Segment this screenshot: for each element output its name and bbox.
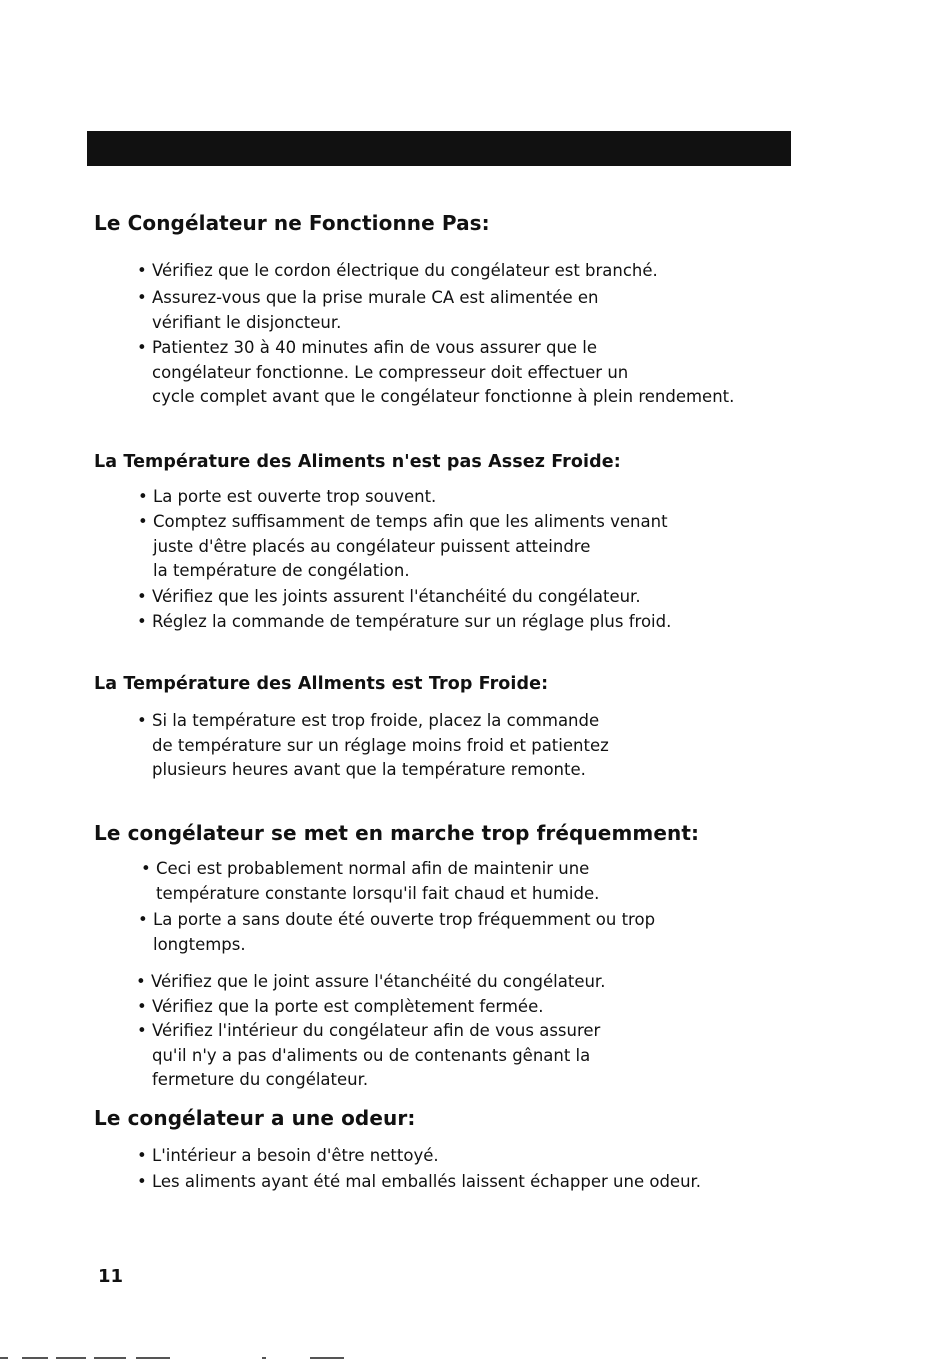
bullet-icon: • xyxy=(138,512,148,531)
list-item: • Vérifiez l'intérieur du congélateur afin de vous assurer qu'il n'y a pas d'aliments ou de contenants gênant la fermeture du congélateur. xyxy=(137,1021,601,1089)
list-item: • L'intérieur a besoin d'être nettoyé. xyxy=(137,1144,439,1169)
header-bar xyxy=(87,131,791,166)
bullet-icon: • xyxy=(137,587,147,606)
bullet-icon: • xyxy=(137,997,147,1016)
list-item: • Si la température est trop froide, placez la commande de température sur un réglage moins froid et patientez plusieurs heures avant que la température remonte. xyxy=(137,711,609,779)
list-item: • Ceci est probablement normal afin de maintenir une température constante lorsqu'il fait chaud et humide. xyxy=(141,859,600,903)
list-item: • Vérifiez que la porte est complètement fermée. xyxy=(137,995,543,1020)
scan-artifact-marks xyxy=(0,1355,400,1361)
section-heading-odor: Le congélateur a une odeur: xyxy=(94,1106,416,1130)
bullet-icon: • xyxy=(137,1021,147,1040)
bullet-icon: • xyxy=(137,1146,147,1165)
bullet-icon: • xyxy=(137,711,147,730)
bullet-icon: • xyxy=(137,338,147,357)
section-heading-not-running: Le Congélateur ne Fonctionne Pas: xyxy=(94,211,490,235)
list-item: • Vérifiez que le cordon électrique du congélateur est branché. xyxy=(137,259,658,284)
list-item: • Réglez la commande de température sur un réglage plus froid. xyxy=(137,610,671,635)
section-heading-too-cold: La Température des Allments est Trop Froide: xyxy=(94,674,549,694)
list-item: • Patientez 30 à 40 minutes afin de vous assurer que le congélateur fonctionne. Le compresseur doit effectuer un cycle complet avant que le congélateur fonctionne à plein rendement. xyxy=(137,338,735,406)
list-item: • Vérifiez que les joints assurent l'étanchéité du congélateur. xyxy=(137,585,641,610)
list-item: • La porte a sans doute été ouverte trop fréquemment ou trop longtemps. xyxy=(138,910,656,954)
list-item: • La porte est ouverte trop souvent. xyxy=(138,485,436,510)
bullet-icon: • xyxy=(138,910,148,929)
bullet-icon: • xyxy=(137,288,147,307)
list-item: • Les aliments ayant été mal emballés laissent échapper une odeur. xyxy=(137,1170,701,1195)
list-item: • Assurez-vous que la prise murale CA est alimentée en vérifiant le disjoncteur. xyxy=(137,288,599,332)
bullet-icon: • xyxy=(136,972,146,991)
section-heading-runs-too-often: Le congélateur se met en marche trop fréquemment: xyxy=(94,821,700,845)
bullet-icon: • xyxy=(137,612,147,631)
bullet-icon: • xyxy=(137,1172,147,1191)
bullet-icon: • xyxy=(137,261,147,280)
bullet-icon: • xyxy=(138,487,148,506)
page-number: 11 xyxy=(98,1266,124,1287)
section-heading-not-cold-enough: La Température des Aliments n'est pas Assez Froide: xyxy=(94,452,621,472)
list-item: • Vérifiez que le joint assure l'étanchéité du congélateur. xyxy=(136,970,605,995)
bullet-icon: • xyxy=(141,859,151,878)
list-item: • Comptez suffisamment de temps afin que les aliments venant juste d'être placés au congélateur puissent atteindre la température de congélation. xyxy=(138,512,668,580)
